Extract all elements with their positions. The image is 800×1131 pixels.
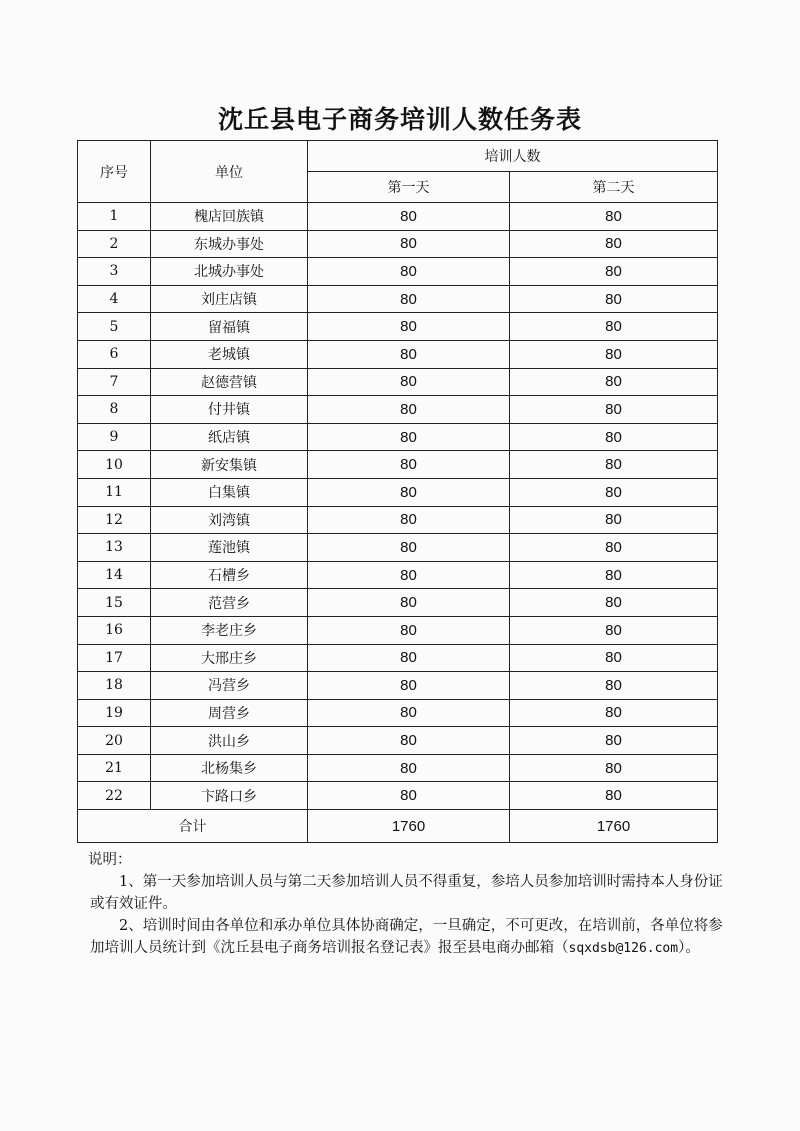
row-no: 6 [78, 340, 151, 368]
table-row [78, 672, 718, 700]
row-no: 1 [78, 203, 151, 231]
row-unit: 石槽乡 [151, 561, 308, 589]
row-unit: 东城办事处 [151, 230, 308, 258]
row-day1: 80 [308, 203, 510, 231]
row-day2: 80 [510, 782, 718, 810]
header-day2: 第二天 [510, 172, 718, 203]
row-unit: 老城镇 [151, 340, 308, 368]
row-no: 15 [78, 589, 151, 617]
table-row [78, 754, 718, 782]
row-no: 18 [78, 672, 151, 700]
note-item-1: 1、第一天参加培训人员与第二天参加培训人员不得重复，参培人员参加培训时需持本人身份证或有效证件。 [90, 874, 723, 912]
row-unit: 留福镇 [151, 313, 308, 341]
table-body [78, 203, 718, 810]
page-title: 沈丘县电子商务培训人数任务表 [217, 105, 582, 134]
row-no: 13 [78, 534, 151, 562]
notes-section [90, 849, 730, 960]
row-day2: 80 [510, 616, 718, 644]
row-unit: 洪山乡 [151, 727, 308, 755]
row-unit: 赵德营镇 [151, 368, 308, 396]
table-row [78, 451, 718, 479]
email-address: sqxdsb@126.com [568, 941, 679, 956]
row-day2: 80 [510, 423, 718, 451]
row-day1: 80 [308, 672, 510, 700]
table-row [78, 616, 718, 644]
table-header-row [78, 141, 718, 172]
row-day1: 80 [308, 727, 510, 755]
row-day1: 80 [308, 699, 510, 727]
table-row [78, 699, 718, 727]
row-day2: 80 [510, 313, 718, 341]
row-day1: 80 [308, 313, 510, 341]
row-no: 20 [78, 727, 151, 755]
row-day2: 80 [510, 754, 718, 782]
row-unit: 冯营乡 [151, 672, 308, 700]
row-no: 17 [78, 644, 151, 672]
row-no: 21 [78, 754, 151, 782]
row-day1: 80 [308, 396, 510, 424]
row-no: 16 [78, 616, 151, 644]
row-unit: 李老庄乡 [151, 616, 308, 644]
table-row [78, 258, 718, 286]
table-row [78, 313, 718, 341]
row-day2: 80 [510, 561, 718, 589]
row-day2: 80 [510, 368, 718, 396]
row-day1: 80 [308, 340, 510, 368]
row-day1: 80 [308, 230, 510, 258]
row-day1: 80 [308, 782, 510, 810]
total-day1: 1760 [308, 810, 510, 843]
row-no: 14 [78, 561, 151, 589]
row-no: 10 [78, 451, 151, 479]
row-no: 5 [78, 313, 151, 341]
header-day1: 第一天 [308, 172, 510, 203]
row-day2: 80 [510, 506, 718, 534]
row-unit: 卞路口乡 [151, 782, 308, 810]
table-row [78, 506, 718, 534]
row-no: 9 [78, 423, 151, 451]
row-day1: 80 [308, 258, 510, 286]
table-row [78, 534, 718, 562]
table-row [78, 478, 718, 506]
row-day1: 80 [308, 754, 510, 782]
row-day1: 80 [308, 285, 510, 313]
header-unit: 单位 [151, 141, 308, 203]
row-day1: 80 [308, 506, 510, 534]
row-day1: 80 [308, 478, 510, 506]
row-unit: 范营乡 [151, 589, 308, 617]
row-day1: 80 [308, 451, 510, 479]
row-no: 12 [78, 506, 151, 534]
row-unit: 刘庄店镇 [151, 285, 308, 313]
row-unit: 刘湾镇 [151, 506, 308, 534]
table-row [78, 203, 718, 231]
table-row [78, 285, 718, 313]
total-day2: 1760 [510, 810, 718, 843]
row-unit: 大邢庄乡 [151, 644, 308, 672]
table-row [78, 782, 718, 810]
row-day2: 80 [510, 672, 718, 700]
row-unit: 莲池镇 [151, 534, 308, 562]
header-no: 序号 [78, 141, 151, 203]
row-no: 11 [78, 478, 151, 506]
row-day2: 80 [510, 644, 718, 672]
row-day2: 80 [510, 340, 718, 368]
row-unit: 北杨集乡 [151, 754, 308, 782]
row-day1: 80 [308, 616, 510, 644]
table-row [78, 340, 718, 368]
table-row [78, 589, 718, 617]
row-day2: 80 [510, 451, 718, 479]
row-unit: 新安集镇 [151, 451, 308, 479]
row-day2: 80 [510, 699, 718, 727]
row-day2: 80 [510, 230, 718, 258]
note-item-2 [90, 915, 730, 960]
row-day1: 80 [308, 644, 510, 672]
row-day2: 80 [510, 396, 718, 424]
row-no: 4 [78, 285, 151, 313]
total-label: 合计 [78, 810, 308, 843]
table-row [78, 368, 718, 396]
task-table [77, 140, 718, 843]
notes-heading: 说明： [88, 852, 132, 868]
table-row [78, 561, 718, 589]
row-day2: 80 [510, 727, 718, 755]
row-day1: 80 [308, 589, 510, 617]
row-day1: 80 [308, 534, 510, 562]
table-row [78, 423, 718, 451]
table-row [78, 396, 718, 424]
header-group: 培训人数 [308, 141, 718, 172]
row-unit: 纸店镇 [151, 423, 308, 451]
row-day1: 80 [308, 368, 510, 396]
total-row [78, 810, 718, 843]
row-unit: 付井镇 [151, 396, 308, 424]
row-day2: 80 [510, 258, 718, 286]
row-unit: 周营乡 [151, 699, 308, 727]
row-no: 22 [78, 782, 151, 810]
row-day2: 80 [510, 534, 718, 562]
row-day2: 80 [510, 203, 718, 231]
row-day2: 80 [510, 478, 718, 506]
row-no: 8 [78, 396, 151, 424]
row-unit: 白集镇 [151, 478, 308, 506]
row-unit: 北城办事处 [151, 258, 308, 286]
row-day2: 80 [510, 589, 718, 617]
row-no: 7 [78, 368, 151, 396]
row-day1: 80 [308, 423, 510, 451]
note-item-2-open: （ [554, 940, 569, 956]
note-item-2-close: ）。 [678, 940, 700, 956]
row-unit: 槐店回族镇 [151, 203, 308, 231]
row-day1: 80 [308, 561, 510, 589]
note-item-2-text: 2、培训时间由各单位和承办单位具体协商确定，一旦确定，不可更改，在培训前，各单位将参加培训人员统计到《沈丘县电子商务培训报名登记表》报至县电商办邮箱 [90, 918, 723, 956]
row-no: 2 [78, 230, 151, 258]
table-row [78, 230, 718, 258]
row-no: 19 [78, 699, 151, 727]
row-no: 3 [78, 258, 151, 286]
table-row [78, 644, 718, 672]
table-row [78, 727, 718, 755]
row-day2: 80 [510, 285, 718, 313]
